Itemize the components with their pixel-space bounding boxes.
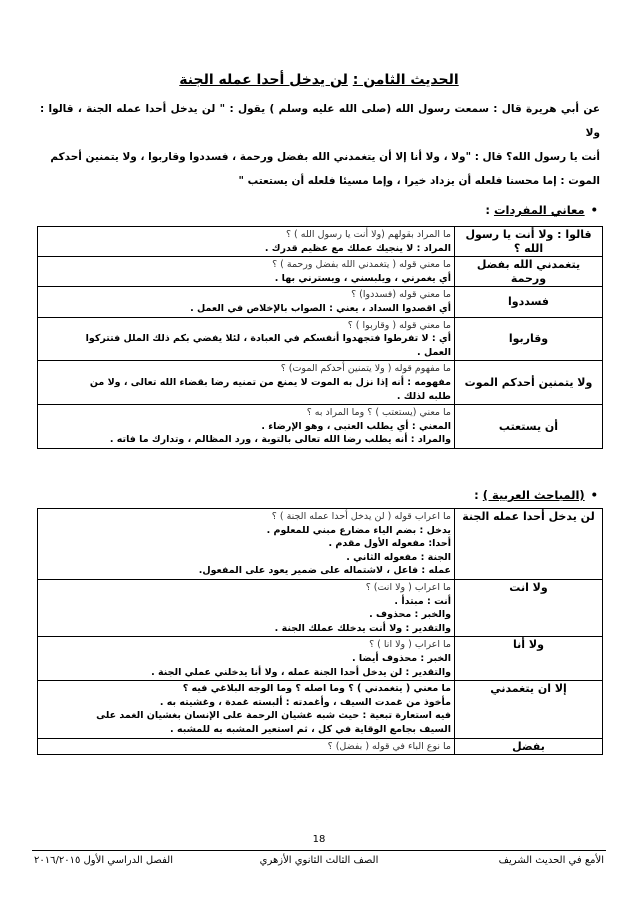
term-cell: فسددوا xyxy=(455,287,603,317)
grammar-row xyxy=(38,681,603,738)
explanation-cell xyxy=(38,579,455,636)
vocab-row xyxy=(38,287,603,317)
explanation-cell xyxy=(38,405,455,449)
hadith-text xyxy=(40,97,600,193)
hadith-line: أنت يا رسول الله؟ قال : "ولا ، ولا أنا إلا أن يتغمدني الله بفضل ورحمة ، فسددوا وقاربوا ، ولا يتمنين أحدكم xyxy=(50,151,600,163)
answer-line: والتقدير : لن يدخل أحدا الجنة عمله ، ولا أنا يدخلني عملي الجنة . xyxy=(151,666,451,678)
vocab-row xyxy=(38,405,603,449)
question-line: ما معني قوله ( يتغمدني الله بفضل ورحمة ) ؟ xyxy=(272,259,451,271)
term-cell: بفضل xyxy=(455,738,603,755)
vocab-heading xyxy=(485,203,598,217)
grammar-row xyxy=(38,509,603,580)
footer-book-title: الأمع في الحديث الشريف xyxy=(498,855,604,866)
explanation-cell xyxy=(38,287,455,317)
question-line: ما معني قوله (فسددوا) ؟ xyxy=(351,289,451,301)
vocab-table-body xyxy=(38,227,603,449)
answer-line: أي اقصدوا السداد ، يعني : الصواب بالإخلاص في العمل . xyxy=(190,302,451,314)
term-cell: ولا انت xyxy=(455,579,603,636)
title-prefix: الحديث الثامن : xyxy=(352,72,459,88)
grammar-table-body xyxy=(38,509,603,755)
question-line: ما نوع الباء في قوله ( بفضل) ؟ xyxy=(327,740,451,752)
grammar-heading-label: (المباحث العربية ) xyxy=(482,488,585,502)
vocab-heading-label: معاني المفردات xyxy=(493,203,585,217)
answer-line: أنت : مبتدأ . xyxy=(394,595,451,607)
term-cell: إلا ان يتغمدني xyxy=(455,681,603,738)
answer-line: عمله : فاعل ، لاشتماله على ضمير يعود على المفعول. xyxy=(198,565,451,577)
term-cell: لن يدخل أحدا عمله الجنة xyxy=(455,509,603,580)
answer-line: أي يغمرني ، ويلبسني ، ويسترني بها . xyxy=(274,272,451,284)
explanation-cell xyxy=(38,637,455,681)
question-line: ما معني قوله ( وقاربوا ) ؟ xyxy=(347,319,451,331)
answer-line: أحدا: مفعوله الأول مقدم . xyxy=(328,538,451,550)
explanation-cell xyxy=(38,361,455,405)
vocab-table xyxy=(37,226,603,449)
answer-line: السيف بجامع الوقاية في كل ، ثم استعير المشبه به للمشبه . xyxy=(170,723,451,735)
hadith-line: الموت : إما محسنا فلعله أن يزداد خيرا ، وإما مسيئا فلعله أن يستعتب " xyxy=(238,175,600,187)
answer-line: مأخوذ من غمدت السيف ، وأغمدته : ألبسته غمدة ، وغشيته به . xyxy=(159,696,451,708)
term-cell: وقاربوا xyxy=(455,317,603,361)
answer-line: المعني : أي يطلب العتبى ، وهو الإرضاء . xyxy=(261,420,451,432)
hadith-line: عن أبي هريرة قال : سمعت رسول الله (صلى الله عليه وسلم ) يقول : " لن يدخل أحدا عمله الجنة ، قالوا : ولا xyxy=(40,103,600,139)
explanation-cell xyxy=(38,681,455,738)
vocab-row xyxy=(38,257,603,287)
explanation-cell xyxy=(38,257,455,287)
answer-line: العمل . xyxy=(417,346,451,358)
vocab-row xyxy=(38,361,603,405)
explanation-cell xyxy=(38,509,455,580)
footer-divider xyxy=(32,850,606,851)
page-title xyxy=(0,72,638,88)
grammar-row xyxy=(38,738,603,755)
grammar-row xyxy=(38,637,603,681)
explanation-cell xyxy=(38,317,455,361)
page-number: 18 xyxy=(312,834,326,845)
question-line: ما المراد بقولهم (ولا أنت يا رسول الله ) ؟ xyxy=(286,229,451,240)
answer-line: الخبر : محذوف أيضا . xyxy=(351,652,451,664)
answer-line: أي : لا تفرطوا فتجهدوا أنفسكم في العبادة ، لئلا يفضي بكم ذلك الملل فتتركوا xyxy=(85,333,451,345)
grammar-table xyxy=(37,508,603,755)
term-cell: ولا أنا xyxy=(455,637,603,681)
bullet: • xyxy=(590,488,598,502)
answer-line: فيه استعارة تبعية : حيث شبه غشيان الرحمة على الإنسان بغشيان الغمد على xyxy=(96,710,451,722)
explanation-cell xyxy=(38,227,455,257)
term-cell: ولا يتمنين أحدكم الموت xyxy=(455,361,603,405)
answer-line: ما معني ( يتغمدني ) ؟ وما اصله ؟ وما الوجه البلاغي فيه ؟ xyxy=(182,683,451,695)
answer-line: الجنة : مفعوله الثاني . xyxy=(346,551,451,563)
bullet: • xyxy=(590,203,598,217)
question-line: ما اعراب قوله ( لن يدخل أحدا عمله الجنة ) ؟ xyxy=(271,511,451,522)
term-cell: قالوا : ولا أنت يا رسول الله ؟ xyxy=(455,227,603,257)
heading-colon: : xyxy=(474,488,479,502)
title-main: لن يدخل أحدا عمله الجنة xyxy=(179,72,348,88)
answer-line: والمراد : أنه يطلب رضا الله تعالى بالتوبة ، ورد المظالم ، وتدارك ما فاته . xyxy=(109,434,451,446)
term-cell: أن يستعتب xyxy=(455,405,603,449)
question-line: ما مفهوم قوله ( ولا يتمنين أحدكم الموت) ؟ xyxy=(280,363,451,375)
answer-line: المراد : لا ينجيك عملك مع عظيم قدرك . xyxy=(264,242,451,254)
footer-term: الفصل الدراسي الأول ٢٠١٦/٢٠١٥ xyxy=(34,855,173,866)
heading-colon: : xyxy=(485,203,490,217)
question-line: ما اعراب ( ولا انا ) ؟ xyxy=(369,639,451,651)
explanation-cell xyxy=(38,738,455,755)
answer-line: والتقدير : ولا أنت يدخلك عملك الجنة . xyxy=(274,622,451,634)
question-line: ما اعراب ( ولا انت) ؟ xyxy=(365,581,451,593)
term-cell: يتغمدني الله بفضل ورحمة xyxy=(455,257,603,287)
grammar-row xyxy=(38,579,603,636)
vocab-row xyxy=(38,227,603,257)
grammar-heading xyxy=(474,488,598,502)
answer-line: والخبر : محذوف . xyxy=(369,609,451,621)
answer-line: طلبه لذلك . xyxy=(396,390,451,402)
question-line: ما معني (يستعتب ) ؟ وما المراد به ؟ xyxy=(306,407,451,419)
answer-line: يدخل : بضم الياء مضارع مبني للمعلوم . xyxy=(266,524,451,536)
answer-line: مفهومه : أنه إذا نزل به الموت لا يمنع من تمنيه رضا بقضاء الله تعالى ، ولا من xyxy=(89,376,451,388)
vocab-row xyxy=(38,317,603,361)
footer-grade: الصف الثالث الثانوي الأزهري xyxy=(259,855,379,866)
